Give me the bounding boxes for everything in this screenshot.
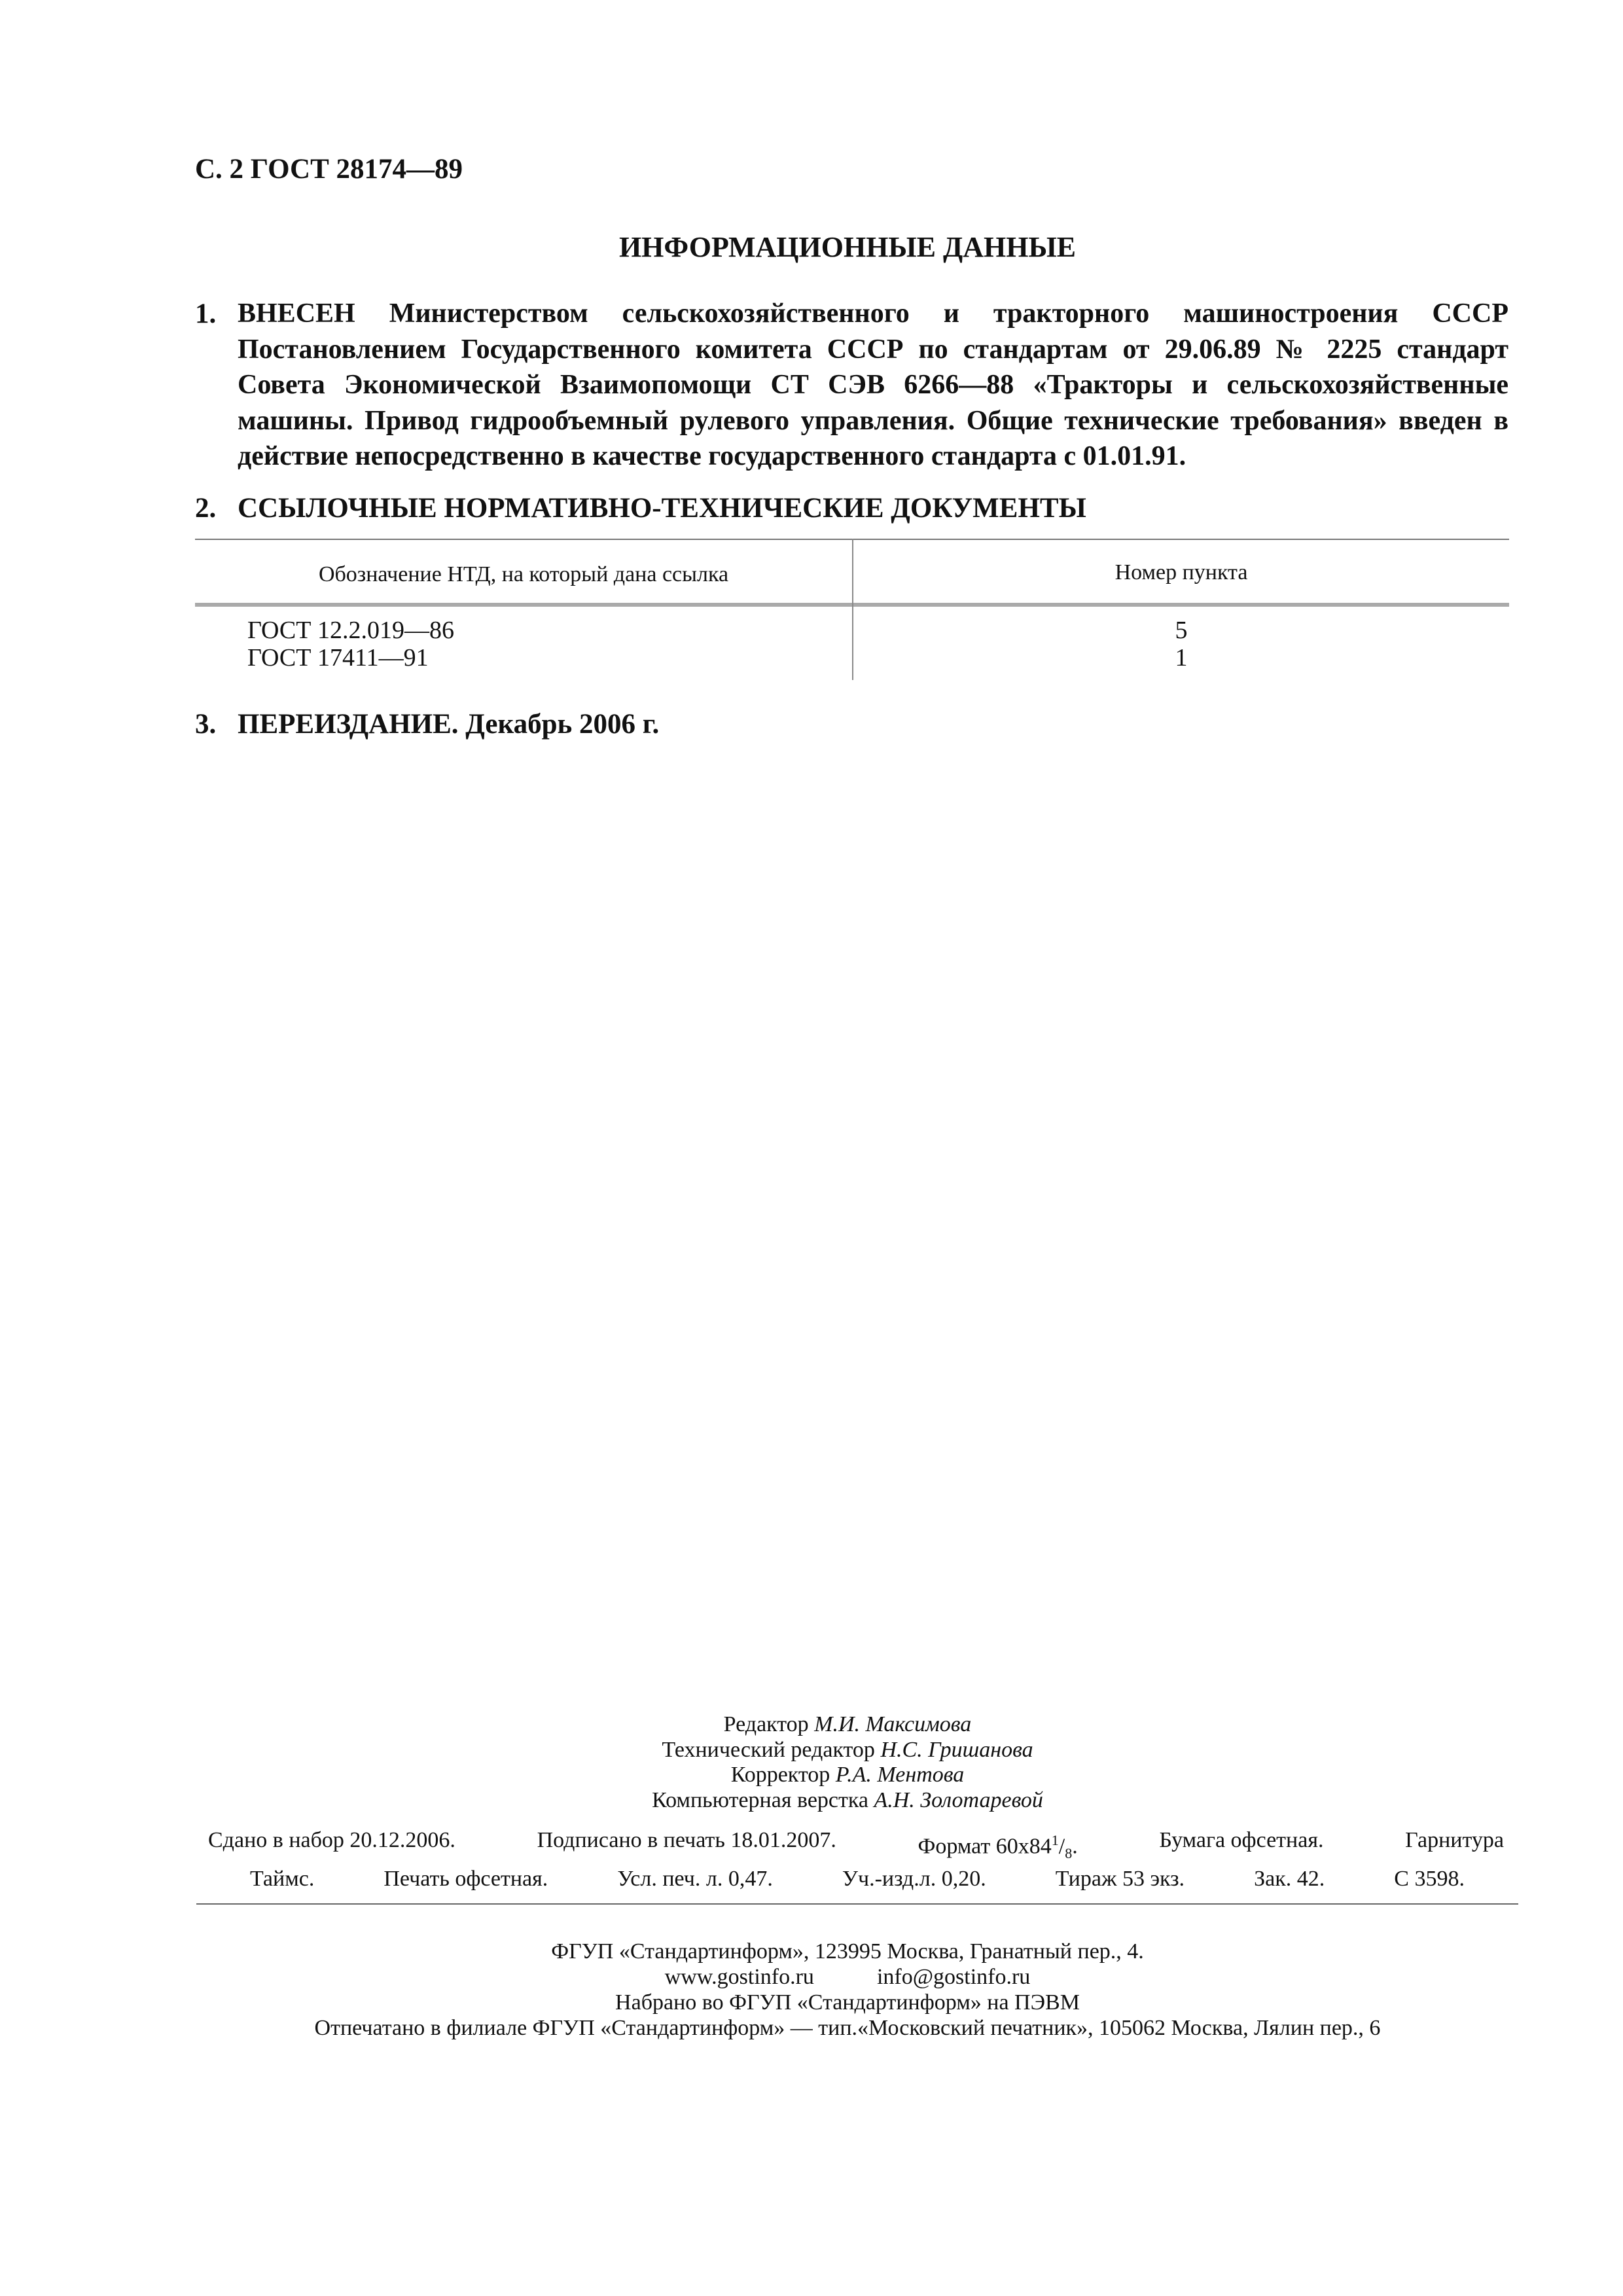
- imprint-order: Зак. 42.: [1254, 1867, 1325, 1892]
- credit-role: Корректор: [730, 1763, 830, 1787]
- credit-line: [0, 1763, 1623, 1788]
- references-table: [195, 539, 1509, 680]
- publisher-block: [0, 1939, 1623, 2041]
- item-2-title: ССЫЛОЧНЫЕ НОРМАТИВНО-ТЕХНИЧЕСКИЕ ДОКУМЕНТЫ: [238, 493, 1086, 524]
- imprint-block: [208, 1827, 1504, 1892]
- imprint-row: [208, 1866, 1504, 1892]
- item-3-title: ПЕРЕИЗДАНИЕ. Декабрь 2006 г.: [238, 709, 660, 740]
- credit-name: Р.А. Ментова: [835, 1763, 965, 1787]
- credits-block: [0, 1712, 1623, 1813]
- publisher-site: www.gostinfo.ru: [664, 1965, 814, 1989]
- imprint-pub-sheets: Уч.-изд.л. 0,20.: [842, 1867, 986, 1892]
- table-cell-clause: 1: [1175, 644, 1188, 672]
- credit-name: А.Н. Золотаревой: [874, 1787, 1043, 1812]
- footer-divider: [196, 1903, 1518, 1905]
- table-header-designation: Обозначение НТД, на который дана ссылка: [318, 562, 729, 586]
- format-sup: 1: [1051, 1832, 1059, 1848]
- format-sub: 8: [1065, 1845, 1073, 1862]
- running-head: С. 2 ГОСТ 28174—89: [195, 154, 463, 185]
- format-prefix: Формат 60x84: [918, 1834, 1052, 1859]
- format-suffix: .: [1072, 1834, 1078, 1859]
- item-1-line: действие непосредственно в качестве государственного стандарта с 01.01.91.: [238, 441, 1186, 471]
- item-1-line: машины. Привод гидрообъемный рулевого управления. Общие технические требования» введен в: [238, 405, 1508, 436]
- imprint-submitted: Сдано в набор 20.12.2006.: [208, 1828, 455, 1852]
- item-1-line: Постановлением Государственного комитета СССР по стандартам от 29.06.89 № 2225 стандарт: [238, 334, 1508, 365]
- publisher-contacts: [0, 1964, 1623, 1990]
- item-2-number: 2.: [195, 493, 217, 524]
- imprint-code: С 3598.: [1394, 1867, 1465, 1892]
- imprint-font: Таймс.: [250, 1867, 315, 1892]
- credit-role: Редактор: [723, 1712, 809, 1736]
- credit-line: [0, 1712, 1623, 1738]
- publisher-email: info@gostinfo.ru: [876, 1965, 1031, 1989]
- table-cell-clause: 5: [1175, 617, 1188, 644]
- imprint-sheets: Усл. печ. л. 0,47.: [617, 1867, 773, 1892]
- imprint-print: Печать офсетная.: [383, 1867, 548, 1892]
- item-1-line: Совета Экономической Взаимопомощи СТ СЭВ 6266—88 «Тракторы и сельскохозяйственные: [238, 370, 1508, 400]
- imprint-paper: Бумага офсетная.: [1159, 1828, 1324, 1852]
- imprint-run: Тираж 53 экз.: [1055, 1867, 1185, 1892]
- imprint-font-label: Гарнитура: [1405, 1828, 1504, 1852]
- item-1-number: 1.: [195, 298, 217, 329]
- credit-role: Технический редактор: [662, 1737, 875, 1762]
- credit-name: М.И. Максимова: [814, 1712, 972, 1736]
- imprint-format: [918, 1827, 1078, 1866]
- table-cell-designation: ГОСТ 17411—91: [247, 644, 429, 672]
- format-sep: /: [1058, 1834, 1065, 1859]
- credit-line: [0, 1788, 1623, 1814]
- credit-line: [0, 1738, 1623, 1763]
- credit-name: Н.С. Гришанова: [880, 1737, 1033, 1762]
- table-cell-designation: ГОСТ 12.2.019—86: [247, 617, 454, 644]
- item-1-body: [238, 296, 1508, 475]
- imprint-row: [208, 1827, 1504, 1866]
- item-1-line: ВНЕСЕН Министерством сельскохозяйственного и тракторного машиностроения СССР: [238, 298, 1508, 329]
- credit-role: Компьютерная верстка: [652, 1787, 868, 1812]
- document-title: ИНФОРМАЦИОННЫЕ ДАННЫЕ: [618, 231, 1077, 263]
- item-3-number: 3.: [195, 709, 217, 740]
- publisher-printed: Отпечатано в филиале ФГУП «Стандартинформ» — тип.«Московский печатник», 105062 Москва, Лялин пер., 6: [314, 2016, 1381, 2040]
- imprint-signed: Подписано в печать 18.01.2007.: [537, 1828, 836, 1852]
- table-header-clause: Номер пункта: [1115, 560, 1248, 584]
- publisher-address: ФГУП «Стандартинформ», 123995 Москва, Гранатный пер., 4.: [551, 1939, 1144, 1964]
- publisher-typeset: Набрано во ФГУП «Стандартинформ» на ПЭВМ: [615, 1990, 1080, 2015]
